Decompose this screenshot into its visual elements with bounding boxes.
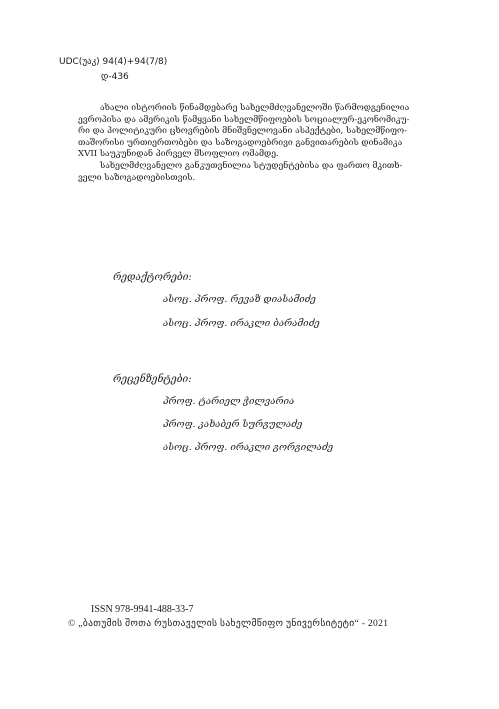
abstract-paragraph-2 bbox=[78, 161, 414, 184]
editor-name: ასოც. პროფ. ირაკლი ბარამიძე bbox=[163, 318, 320, 329]
abstract-line: სახელმძღვანელო განკუთვნილია სტუდენტებისა და ფართო მკითხ- bbox=[100, 161, 403, 171]
abstract-line: ახალი ისტორიის წინამდებარე სახელმძღვანელოში წარმოდგენილია bbox=[100, 103, 410, 113]
abstract-line: თაშორისი ურთიერთობები და საზოგადოებრივი განვითარების დინამიკა bbox=[78, 137, 403, 148]
reviewer-name: პროფ. ტარიელ ჭილვარია bbox=[163, 396, 295, 407]
reviewer-name: პროფ. კახაბერ სურგულაძე bbox=[163, 419, 303, 430]
abstract-paragraph-1 bbox=[78, 103, 414, 161]
abstract-line: ველი საზოგადოებისთვის. bbox=[78, 172, 196, 183]
reviewers-heading: რეცენზენტები: bbox=[113, 374, 192, 385]
abstract-line: XVII საუკუნიდან პირველ მსოფლიო ომამდე. bbox=[78, 149, 279, 160]
abstract-line: რი და პოლიტიკური ცხოვრების მნიშვნელოვანი ასპექტები, სახელმწიფო- bbox=[78, 126, 408, 137]
abstract-line: ევროპისა და ამერიკის წამყვანი სახელმწიფოების სოციალურ-ეკონომიკუ- bbox=[78, 114, 410, 125]
isbn: ISSN 978-9941-488-33-7 bbox=[91, 604, 194, 615]
editor-name: ასოც. პროფ. რევაზ დიასამიძე bbox=[163, 294, 316, 305]
udc-code: UDC(უაკ) 94(4)+94(7/8) bbox=[59, 57, 168, 67]
catalog-code: დ-436 bbox=[101, 72, 129, 82]
editors-heading: რედაქტორები: bbox=[113, 272, 192, 283]
reviewer-name: ასოც. პროფ. ირაკლი გორგილაძე bbox=[163, 442, 334, 453]
copyright: © „ბათუმის შოთა რუსთაველის სახელმწიფო უნივერსიტეტი“ - 2021 bbox=[68, 618, 389, 629]
